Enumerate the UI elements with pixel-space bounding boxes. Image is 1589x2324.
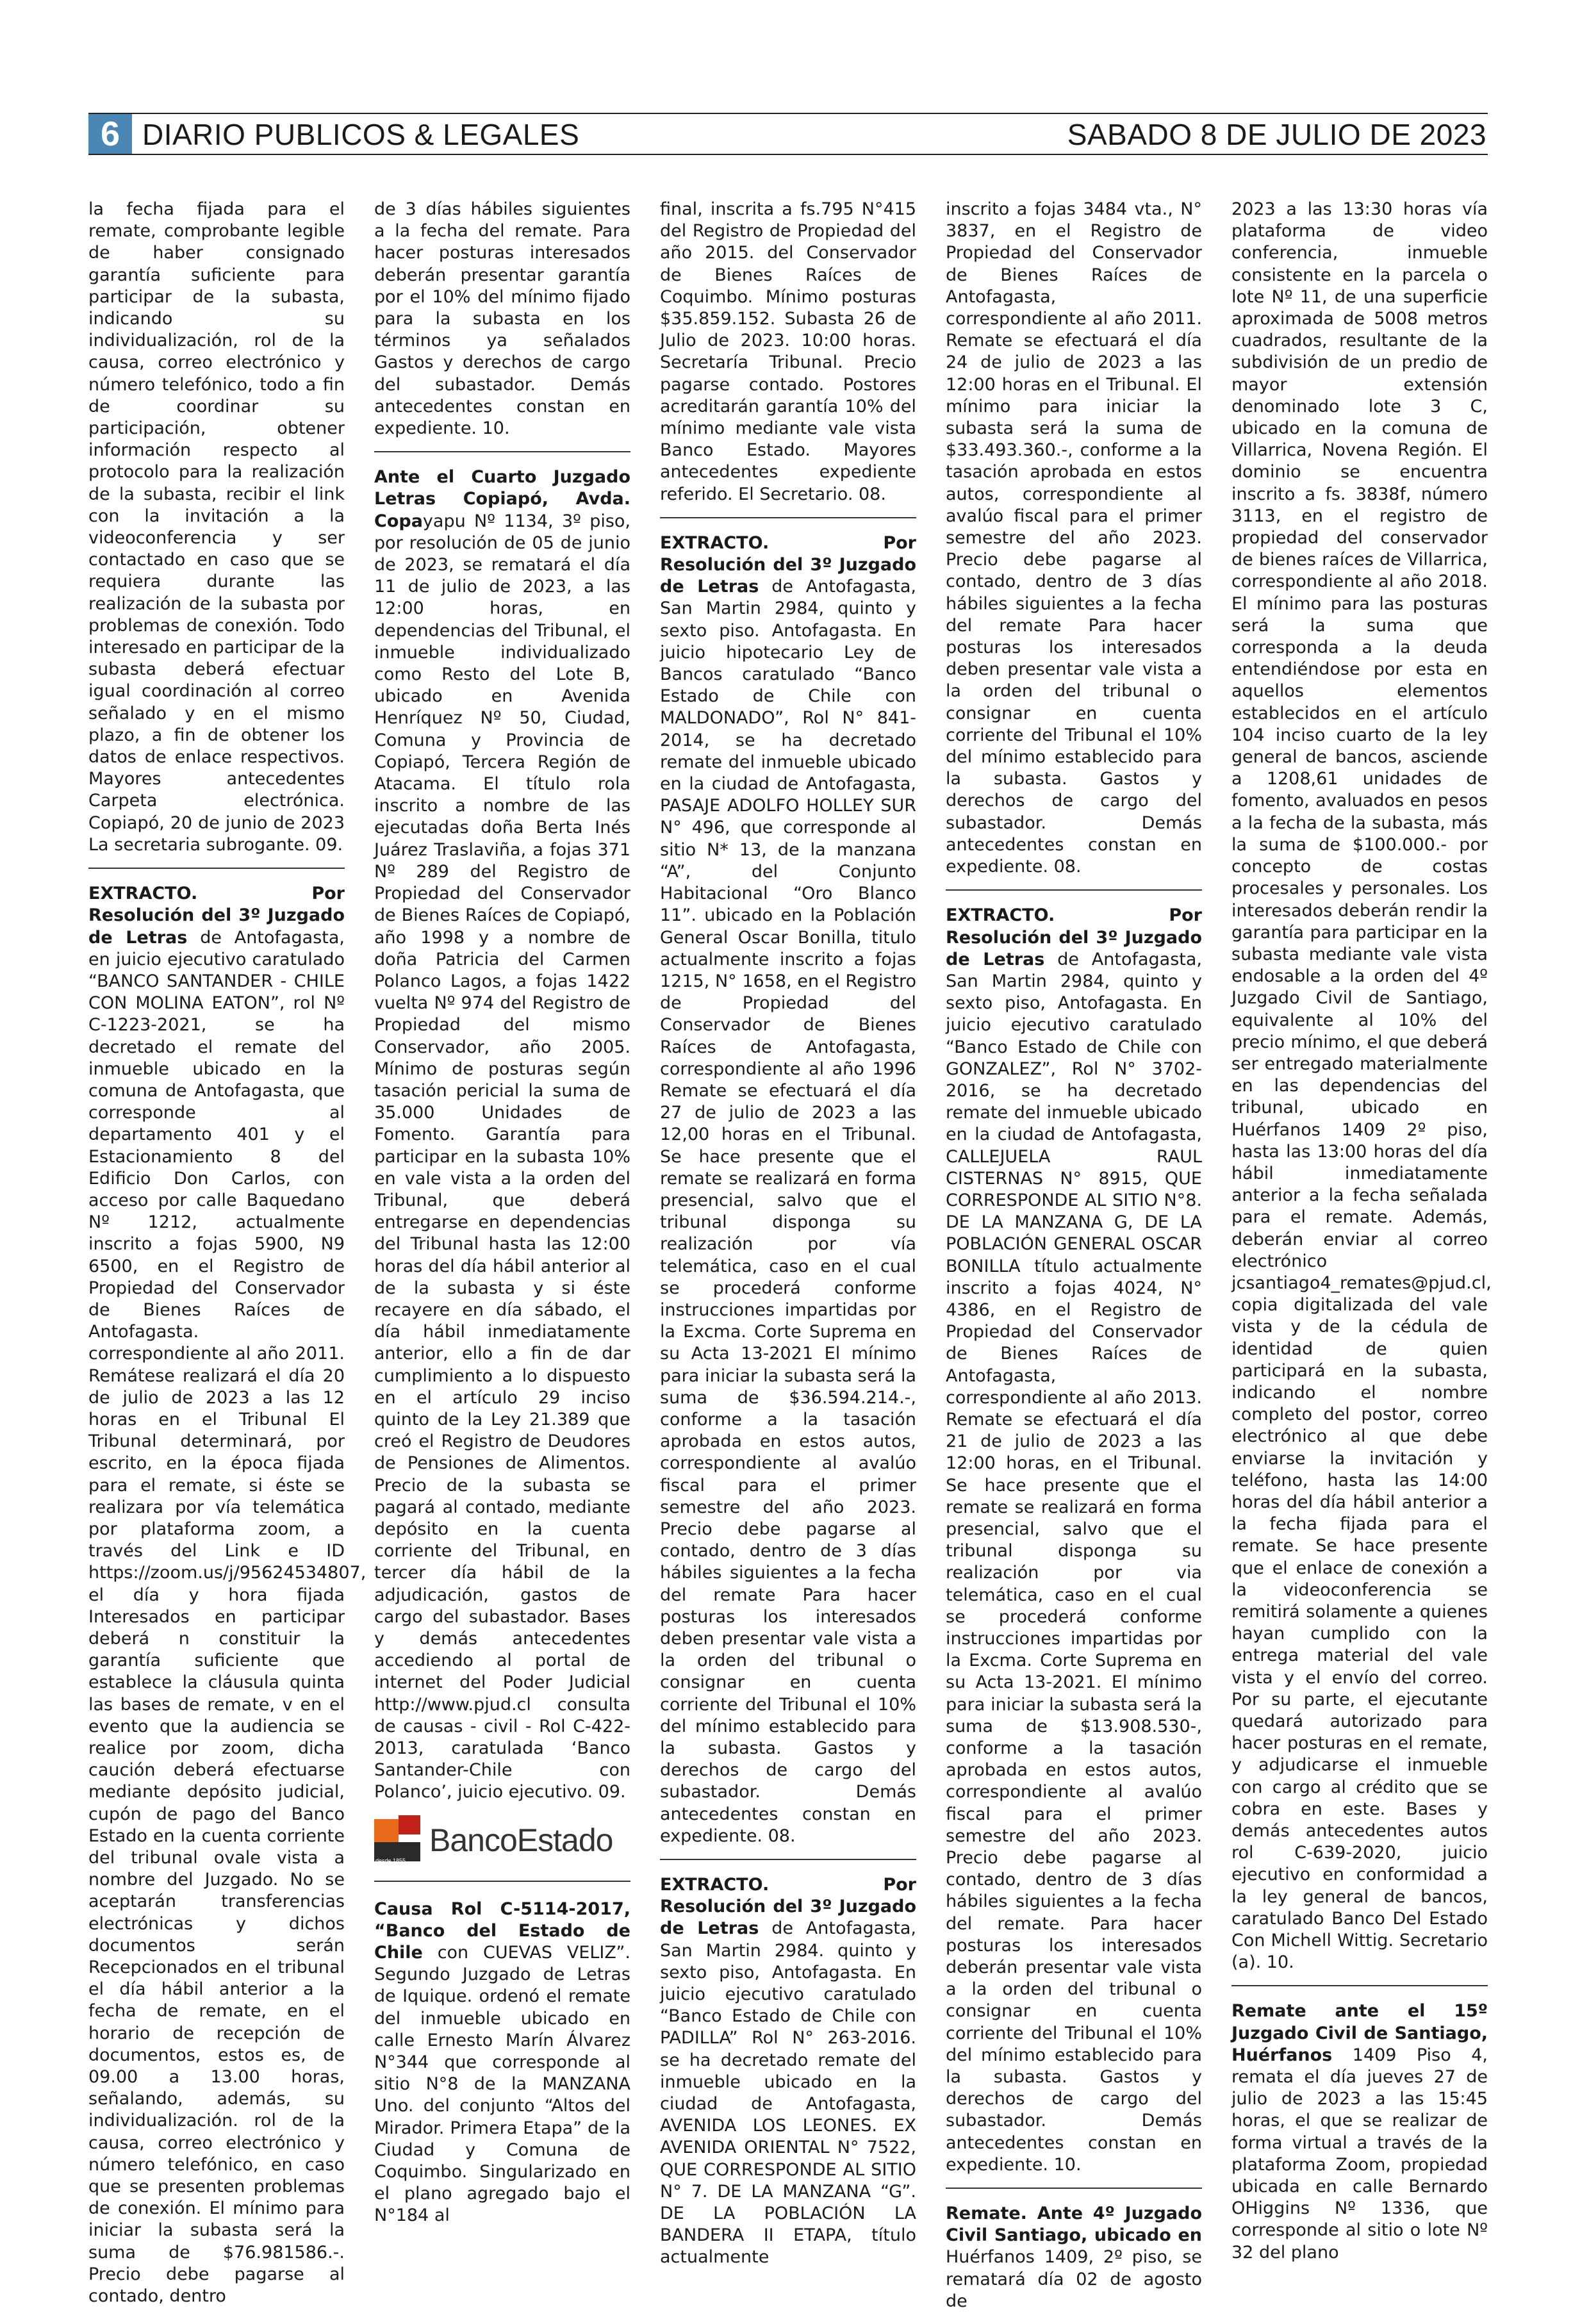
notice	[88, 883, 366, 2319]
notice-text	[374, 1899, 630, 2227]
notice-heading: EXTRACTO. Por Resolución del 3º Juzgado de Letras	[660, 532, 916, 597]
notice-body: de Antofagasta, San Martin 2984. quinto y sexto piso, Antofagasta. En juicio ejecutivo caratulado “Banco Estado de Chile con PADILLA” Rol N° 263-2016. se ha decretado remate del inmueble ubicado en la ciudad de Antofagasta, AVENIDA LOS LEONES. EX AVENIDA ORIENTAL N° 7522, QUE CORRESPONDE AL SITIO N° 7. DE LA MANZANA “G”. DE LA POBLACIÓN LA BANDERA II ETAPA, título actualmente	[660, 1918, 916, 2268]
notice-text: la fecha fijada para el remate, comprobante legible de haber consignado garantía suficiente para participar de la subasta, indicando su individualización, rol de la causa, correo electrónico y número telefónico, todo a fin de coordinar su participación, obtener información respecto al protocolo para la realización de la subasta, recibir el link con la invitación a la videoconferencia y ser contactado en caso que se requiera durante las realización de la subasta por problemas de conexión. Todo interesado en participar de la subasta deberá efectuar igual coordinación al correo señalado y en el mismo plazo, a fin de obtener los datos de enlace respectivos. Mayores antecedentes Carpeta electrónica. Copiapó, 20 de junio de 2023 La secretaria subrogante. 09.	[88, 199, 345, 855]
notice	[374, 199, 630, 452]
notice	[374, 1899, 630, 2239]
notice-text	[946, 905, 1202, 2176]
notice-text	[88, 883, 366, 2307]
header-top-rule	[88, 113, 1488, 114]
notice-heading: Remate ante el 15º Juzgado Civil de Santiago, Huérfanos	[1231, 2001, 1488, 2065]
column-3	[660, 199, 916, 2268]
notice	[374, 466, 630, 1807]
notice	[660, 199, 916, 518]
notice-text: de 3 días hábiles siguientes a la fecha del remate. Para hacer posturas interesados deberán presentar garantía por el 10% del mínimo fijado para la subasta en los términos ya señalados Gastos y derechos de cargo del subastador. Demás antecedentes constan en expediente. 10.	[374, 199, 630, 439]
notice-heading: Causa Rol C-5114-2017, “Banco del Estado de Chile	[374, 1899, 630, 1963]
notice-body: de Antofagasta, San Martin 2984, quinto y sexto piso. Antofagasta. En juicio hipotecario Ley de Bancos caratulado “Banco Estado de Chile con MALDONADO”, Rol N° 841-2014, se ha decretado remate del inmueble ubicado en la ciudad de Antofagasta, PASAJE ADOLFO HOLLEY SUR N° 496, que corresponde al sitio N* 13, de la manzana “A”, del Conjunto Habitacional “Oro Blanco 11”. ubicado en la Población General Oscar Bonilla, titulo actualmente inscrito a fojas 1215, N° 1658, en el Registro de Propiedad del Conservador de Bienes Raíces de Antofagasta, correspondiente al año 1996 Remate se efectuará el día 27 de julio de 2023 a las 12,00 horas en el Tribunal. Se hace presente que el remate se realizará en forma presencial, salvo que el tribunal disponga su realización por vía telemática, caso en el cual se procederá conforme instrucciones impartidas por la Excma. Corte Suprema en su Acta 13-2021 El mínimo para iniciar la subasta será la suma de $36.594.214.-, conforme a la tasación aprobada en estos autos, correspondiente al avalúo fiscal para el primer semestre del año 2023. Precio debe pagarse al contado, dentro de 3 días hábiles siguientes a la fecha del remate Para hacer posturas los interesados deben presentar vale vista a la orden del tribunal o consignar en cuenta corriente del Tribunal el 10% del mínimo establecido para la subasta. Gastos y derechos de cargo del subastador. Demás antecedentes constan en expediente. 08.	[660, 577, 916, 1846]
logo-tagline: desde 1855	[375, 1857, 406, 1864]
notice-heading: Remate. Ante 4º Juzgado Civil Santiago, ubicado en	[946, 2204, 1202, 2246]
notice	[88, 199, 345, 869]
notice-heading: EXTRACTO. Por Resolución del 3º Juzgado de Letras	[660, 1875, 916, 1939]
notice-text	[374, 466, 630, 1803]
header-bottom-rule	[88, 154, 1488, 155]
notice	[946, 2203, 1202, 2324]
notice-body: 1409 Piso 4, remata el día jueves 27 de julio de 2023 a las 15:45 horas, el que se realizar de forma virtual a través de la plataforma Zoom, propiedad ubicada en calle Bernardo OHiggins Nº 1336, que corresponde al sitio o lote Nº 32 del plano	[1231, 2045, 1488, 2262]
notice-body: Huérfanos 1409, 2º piso, se rematará día 02 de agosto de	[946, 2247, 1202, 2311]
publication-date: SABADO 8 DE JULIO DE 2023	[1067, 118, 1486, 151]
column-1	[88, 199, 366, 2307]
notice-text: final, inscrita a fs.795 N°415 del Registro de Propiedad del año 2015. del Conservador de Bienes Raíces de Coquimbo. Mínimo posturas $35.859.152. Subasta 26 de Julio de 2023. 10:00 horas. Secretaría Tribunal. Precio pagarse contado. Postores acreditarán garantía 10% del mínimo mediante vale vista Banco Estado. Mayores antecedentes expediente referido. El Secretario. 08.	[660, 199, 916, 504]
bancoestado-logo	[374, 1811, 630, 1882]
column-2	[374, 199, 630, 2226]
publication-title: DIARIO PUBLICOS & LEGALES	[142, 118, 580, 151]
bancoestado-logo-icon	[374, 1815, 422, 1865]
page-number: 6	[88, 114, 132, 154]
notice-heading: EXTRACTO. Por Resolución del 3º Juzgado de Letras	[946, 905, 1202, 969]
notice-text: 2023 a las 13:30 horas vía plataforma de video conferencia, inmueble consistente en la parcela o lote Nº 11, de una superficie aproximada de 5008 metros cuadrados, resultante de la subdivisión de un predio de mayor extensión denominado lote 3 C, ubicado en la comuna de Villarrica, Novena Región. El dominio se encuentra inscrito a fs. 3838f, número 3113, en el registro de propiedad del conservador de bienes raíces de Villarrica, correspondiente al año 2018. El mínimo para las posturas será la suma que corresponda a la deuda entendiéndose por esta en aquellos elementos establecidos en el artículo 104 inciso cuarto de la ley general de bancos, asciende a 1208,61 unidades de fomento, avaluados en pesos a la fecha de la subasta, más la suma de $100.000.- por concepto de costas procesales y personales. Los interesados deberán rendir la garantía para participar en la subasta mediante vale vista endosable a la orden del 4º Juzgado Civil de Santiago, equivalente al 10% del precio mínimo, el que deberá ser entregado materialmente en las dependencias del tribunal, ubicado en Huérfanos 1409 2º piso, hasta las 13:00 horas del día hábil inmediatamente anterior a la fecha señalada para el remate. Además, deberán enviar al correo electrónico jcsantiago4_remates@pjud.cl, copia digitalizada del vale vista y de la cédula de identidad de quien participará en la subasta, indicando el nombre completo del postor, correo electrónico al que debe enviarse la invitación y teléfono, hasta las 14:00 horas del día hábil anterior a la fecha fijada para el remate. Se hace presente que el enlace de conexión a la videoconferencia se remitirá solamente a quienes hayan cumplido con la entrega material del vale vista y el envío del correo. Por su parte, el ejecutante quedará autorizado para hacer posturas en el remate, y adjudicarse el inmueble con cargo al crédito que se cobra en este. Bases y demás antecedentes autos rol C-639-2020, juicio ejecutivo en conformidad a la ley general de bancos, caratulado Banco Del Estado Con Michell Wittig. Secretario (a). 10.	[1231, 199, 1492, 1973]
notice	[946, 905, 1202, 2189]
notice	[1231, 199, 1492, 1986]
notice-text	[946, 2203, 1202, 2312]
column-4	[946, 199, 1202, 2311]
notice-body: de Antofagasta, San Martin 2984, quinto y sexto piso, Antofagasta. En juicio ejecutivo caratulado “Banco Estado de Chile con GONZALEZ”, Rol N° 3702-2016, se ha decretado remate del inmueble ubicado en la ciudad de Antofagasta, CALLEJUELA RAUL CISTERNAS N° 8915, QUE CORRESPONDE AL SITIO N°8. DE LA MANZANA G, DE LA POBLACIÓN GENERAL OSCAR BONILLA título actualmente inscrito a fojas 4024, N° 4386, en el Registro de Propiedad del Conservador de Bienes Raíces de Antofagasta, correspondiente al año 2013. Remate se efectuará el día 21 de julio de 2023 a las 12:00 horas, en el Tribunal. Se hace presente que el remate se realizará en forma presencial, salvo que el tribunal disponga su realización por via telemática, caso en el cual se procederá conforme instrucciones impartidas por la Excma. Corte Suprema en su Acta 13-2021. El mínimo para iniciar la subasta será la suma de $13.908.530-, conforme a la tasación aprobada en estos autos, correspondiente al avalúo fiscal para el primer semestre del año 2023. Precio debe pagarse al contado, dentro de 3 días hábiles siguientes a la fecha del remate. Para hacer posturas los interesados deberán presentar vale vista a la orden del tribunal o consignar en cuenta corriente del Tribunal el 10% del mínimo establecido para la subasta. Gastos y derechos de cargo del subastador. Demás antecedentes constan en expediente. 10.	[946, 949, 1202, 2175]
notice	[660, 1874, 916, 2280]
notice-body: yapu Nº 1134, 3º piso, por resolución de 05 de junio de 2023, se rematará el día 11 de julio de 2023, a las 12:00 horas, en dependencias del Tribunal, el inmueble individualizado como Resto del Lote B, ubicado en Avenida Henríquez Nº 50, Ciudad, Comuna y Provincia de Copiapó, Tercera Región de Atacama. El título rola inscrito a nombre de las ejecutadas doña Berta Inés Juárez Traslaviña, a fojas 371 Nº 289 del Registro de Propiedad del Conservador de Bienes Raíces de Copiapó, año 1998 y a nombre de doña Patricia del Carmen Polanco Lagos, a fojas 1422 vuelta Nº 974 del Registro de Propiedad del mismo Conservador, año 2005. Mínimo de posturas según tasación pericial la suma de 35.000 Unidades de Fomento. Garantía para participar en la subasta 10% en vale vista a la orden del Tribunal, que deberá entregarse en dependencias del Tribunal hasta las 12:00 horas del día hábil anterior al de la subasta y si éste recayere en día sábado, el día hábil inmediatamente anterior, ello a fin de dar cumplimiento a lo dispuesto en el artículo 29 inciso quinto de la Ley 21.389 que creó el Registro de Deudores de Pensiones de Alimentos. Precio de la subasta se pagará al contado, mediante depósito en la cuenta corriente del Tribunal, en tercer día hábil de la adjudicación, gastos de cargo del subastador. Bases y demás antecedentes accediendo al portal de internet del Poder Judicial http://www.pjud.cl consulta de causas - civil - Rol C-422-2013, caratulada ‘Banco Santander-Chile con Polanco’, juicio ejecutivo. 09.	[374, 511, 630, 1802]
notice-text	[660, 1874, 916, 2269]
notice-body: de Antofagasta, en juicio ejecutivo caratulado “BANCO SANTANDER - CHILE CON MOLINA EATON”, rol Nº C-1223-2021, se ha decretado el remate del inmueble ubicado en la comuna de Antofagasta, que corresponde al departamento 401 y el Estacionamiento 8 del Edificio Don Carlos, con acceso por calle Baquedano Nº 1212, actualmente inscrito a fojas 5900, N9 6500, en el Registro de Propiedad del Conservador de Bienes Raíces de Antofagasta. correspondiente al año 2011. Remátese realizará el día 20 de julio de 2023 a las 12 horas en el Tribunal El Tribunal determinará, por escrito, en la época fijada para el remate, si éste se realizara por vía telemática por plataforma zoom, a través del Link e ID https://zoom.us/j/95624534807, el día y hora fijada Interesados en participar deberá n constituir la garantía suficiente que establece la cláusula quinta las bases de remate, v en el evento que la audiencia se realice por zoom, dicha caución deberá efectuarse mediante depósito judicial, cupón de pago del Banco Estado en la cuenta corriente del tribunal ovale vista a nombre del Juzgado. No se aceptarán transferencias electrónicas y dichos documentos serán Recepcionados en el tribunal el día hábil anterior a la fecha de remate, en el horario de recepción de documentos, estos es, de 09.00 a 13.00 horas, señalando, además, su individualización. rol de la causa, correo electrónico y número telefónico, en caso que se presenten problemas de conexión. El mínimo para iniciar la subasta será la suma de $76.981586.-. Precio debe pagarse al contado, dentro	[88, 927, 366, 2307]
notice	[1231, 2000, 1488, 2275]
notice	[946, 199, 1202, 891]
logo-text: BancoEstado	[429, 1822, 613, 1858]
notice-text	[1231, 2000, 1488, 2263]
notice-heading: EXTRACTO. Por Resolución del 3º Juzgado de Letras	[88, 884, 345, 948]
notice-text: inscrito a fojas 3484 vta., N° 3837, en el Registro de Propiedad del Conservador de Bienes Raíces de Antofagasta, correspondiente al año 2011. Remate se efectuará el día 24 de julio de 2023 a las 12:00 horas en el Tribunal. El mínimo para iniciar la subasta será la suma de $33.493.360.-, conforme a la tasación aprobada en estos autos, correspondiente al avalúo fiscal para el primer semestre del año 2023. Precio debe pagarse al contado, dentro de 3 días hábiles siguientes a la fecha del remate Para hacer posturas los interesados deben presentar vale vista a la orden del tribunal o consignar en cuenta corriente del Tribunal el 10% del mínimo establecido para la subasta. Gastos y derechos de cargo del subastador. Demás antecedentes constan en expediente. 08.	[946, 199, 1202, 877]
notice-text	[660, 532, 916, 1847]
notice-heading: Ante el Cuarto Juzgado Letras Copiapó, Avda. Copa	[374, 467, 630, 531]
notice-body: con CUEVAS VELIZ”. Segundo Juzgado de Letras de Iquique. ordenó el remate del inmueble ubicado en calle Ernesto Marín Álvarez N°344 que corresponde al sitio N°8 de la MANZANA Uno. del conjunto “Altos del Mirador. Primera Etapa” de la Ciudad y Comuna de Coquimbo. Singularizado en el plano agregado bajo el N°184 al	[374, 1943, 630, 2226]
page-header	[88, 113, 1488, 155]
column-5	[1231, 199, 1492, 2262]
notice	[660, 532, 916, 1860]
